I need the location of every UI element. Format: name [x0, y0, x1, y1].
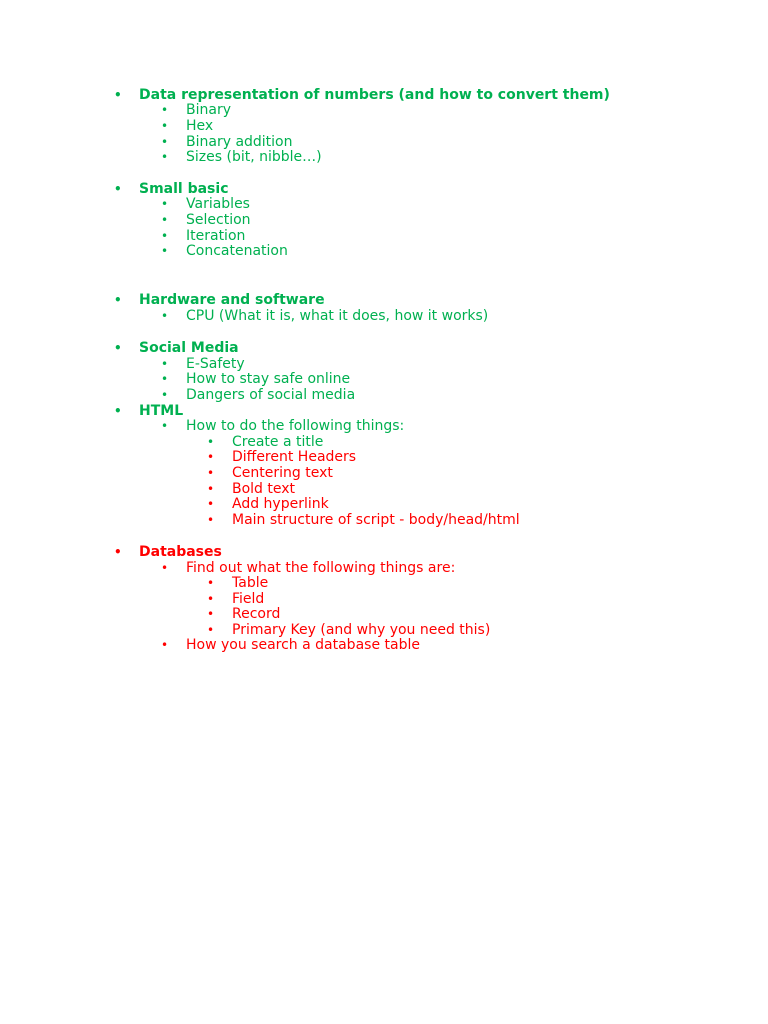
- bullet: •: [114, 293, 122, 307]
- bullet: •: [161, 197, 169, 211]
- bullet: •: [161, 103, 169, 117]
- bullet: •: [207, 607, 215, 621]
- bullet: •: [161, 119, 169, 133]
- bullet: •: [114, 88, 122, 102]
- bullet: •: [207, 497, 215, 511]
- list-item-text: Primary Key (and why you need this): [232, 622, 491, 638]
- heading-text: Data representation of numbers (and how to convert them): [139, 87, 610, 103]
- list-item-text: Different Headers: [232, 449, 357, 465]
- bullet: •: [161, 419, 169, 433]
- list-item-text: E-Safety: [186, 356, 245, 372]
- heading-text: Small basic: [139, 181, 229, 197]
- list-item-text: Concatenation: [186, 243, 288, 259]
- list-item-text: Iteration: [186, 228, 246, 244]
- bullet: •: [161, 388, 169, 402]
- list-item-text: Centering text: [232, 465, 333, 481]
- bullet: •: [207, 513, 215, 527]
- bullet: •: [207, 435, 215, 449]
- heading-text: Databases: [139, 544, 222, 560]
- list-item-text: Add hyperlink: [232, 496, 329, 512]
- bullet: •: [161, 372, 169, 386]
- bullet: •: [207, 450, 215, 464]
- list-item-text: Dangers of social media: [186, 387, 356, 403]
- list-item-text: How to do the following things:: [186, 418, 405, 434]
- bullet: •: [161, 244, 169, 258]
- bullet: •: [207, 466, 215, 480]
- bullet: •: [161, 213, 169, 227]
- list-item-text: How you search a database table: [186, 637, 420, 653]
- list-item-text: Bold text: [232, 481, 296, 497]
- list-item-text: Sizes (bit, nibble…): [186, 149, 322, 165]
- bullet: •: [161, 150, 169, 164]
- bullet: •: [161, 229, 169, 243]
- list-item-text: Main structure of script - body/head/html: [232, 512, 520, 528]
- list-item-text: Record: [232, 606, 281, 622]
- list-item-text: Variables: [186, 196, 250, 212]
- list-item-text: Table: [232, 575, 269, 591]
- list-item-text: Create a title: [232, 434, 324, 450]
- bullet: •: [161, 561, 169, 575]
- bullet: •: [114, 341, 122, 355]
- bullet: •: [207, 576, 215, 590]
- bullet: •: [207, 592, 215, 606]
- list-item-text: Binary addition: [186, 134, 293, 150]
- bullet: •: [114, 182, 122, 196]
- heading-text: HTML: [139, 403, 184, 419]
- bullet: •: [161, 135, 169, 149]
- bullet: •: [207, 623, 215, 637]
- bullet: •: [207, 482, 215, 496]
- list-item-text: How to stay safe online: [186, 371, 351, 387]
- list-item-text: Field: [232, 591, 265, 607]
- list-item-text: CPU (What it is, what it does, how it works): [186, 308, 489, 324]
- heading-text: Hardware and software: [139, 292, 325, 308]
- bullet: •: [161, 638, 169, 652]
- list-item-text: Find out what the following things are:: [186, 560, 456, 576]
- list-item-text: Binary: [186, 102, 231, 118]
- heading-text: Social Media: [139, 340, 239, 356]
- bullet: •: [161, 309, 169, 323]
- bullet: •: [161, 357, 169, 371]
- list-item-text: Selection: [186, 212, 251, 228]
- bullet: •: [114, 404, 122, 418]
- list-item-text: Hex: [186, 118, 214, 134]
- bullet: •: [114, 545, 122, 559]
